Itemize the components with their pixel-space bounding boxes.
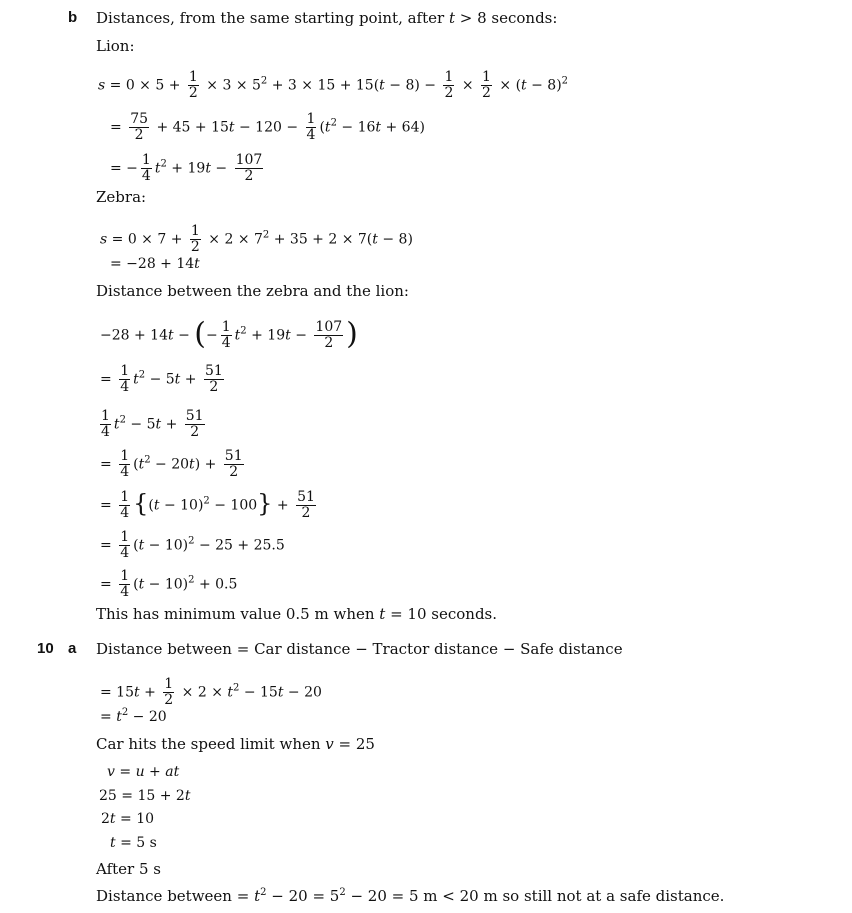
part-label-b: b [68,9,78,26]
solve-eq-1: v = u + at [107,764,180,780]
between-eq-7: = $\frac{1}{4}$ $(t - 10)^2 + 0.5$ [100,568,238,600]
part-b-conclusion: This has minimum value 0.5 m when t = 10 seconds. [96,605,498,623]
between-eq-2: = $\frac{1}{4}$ $t^2 - 5t$ + $\frac{51}{2}$ [100,363,223,395]
zebra-eq-2: = −28 + 14t [110,256,200,272]
solve-eq-3: 2t = 10 [101,811,155,827]
q10a-eq-2: = $t^2 - 20$ [100,707,167,725]
between-eq-6: = $\frac{1}{4}$ $(t - 10)^2 - 25 + 25.5$ [100,529,285,561]
question-number-10: 10 [37,640,54,657]
solve-eq-4: t = 5 s [110,835,157,851]
zebra-heading: Zebra: [96,188,147,206]
q10a-after: After 5 s [96,860,161,878]
lion-heading: Lion: [96,37,135,55]
between-eq-5: = $\frac{1}{4}$ $\{(t - 10)^2 - 100\}$ + $\frac{51}{2}$ [100,489,315,521]
q10a-speed-text: Car hits the speed limit when v = 25 [96,735,375,753]
between-heading: Distance between the zebra and the lion: [96,282,409,300]
solve-eq-2: 25 = 15 + 2t [99,788,191,804]
q10a-heading: Distance between = Car distance − Tractor distance − Safe distance [96,640,623,658]
between-eq-3: $\frac{1}{4}$ $t^2 - 5t$ + $\frac{51}{2}$ [101,408,204,440]
part-b-intro: Distances, from the same starting point, after t > 8 seconds: [96,9,558,27]
part-label-a: a [68,640,77,657]
lion-eq-2: = $\frac{75}{2}$ + 45 + 15t − 120 − $\frac{1}{4}$ $(t^2 - 16t + 64)$ [110,111,425,143]
q10a-eq-1: = 15t + $\frac{1}{2}$ × $2 \times t^2 - 15t - 20$ [100,676,322,708]
q10a-final: Distance between = $t^2 - 20 = 5^2 - 20 = 5$ m < 20 m so still not at a safe distance. [96,887,725,905]
between-eq-4: = $\frac{1}{4}$ $(t^2 - 20t)$ + $\frac{51}{2}$ [100,448,243,480]
lion-eq-3: = − $\frac{1}{4}$ $t^2 + 19t$ − $\frac{107}{2}$ [110,152,263,184]
lion-eq-1: s = 0 × 5 + $\frac{1}{2}$ × $3 \times 5^2 + 3 \times 15 + 15(t - 8)$ − $\frac{1}{2}$ × $\frac{1}{2}$ × $(t - 8)^2$ [98,69,569,101]
zebra-eq-1: s = 0 × 7 + $\frac{1}{2}$ × $2 \times 7^2 + 35 + 2 \times 7(t - 8)$ [100,223,413,255]
between-eq-1: −28 + 14t − (− $\frac{1}{4}$ $t^2 + 19t$ − $\frac{107}{2}$ ) [100,316,358,352]
